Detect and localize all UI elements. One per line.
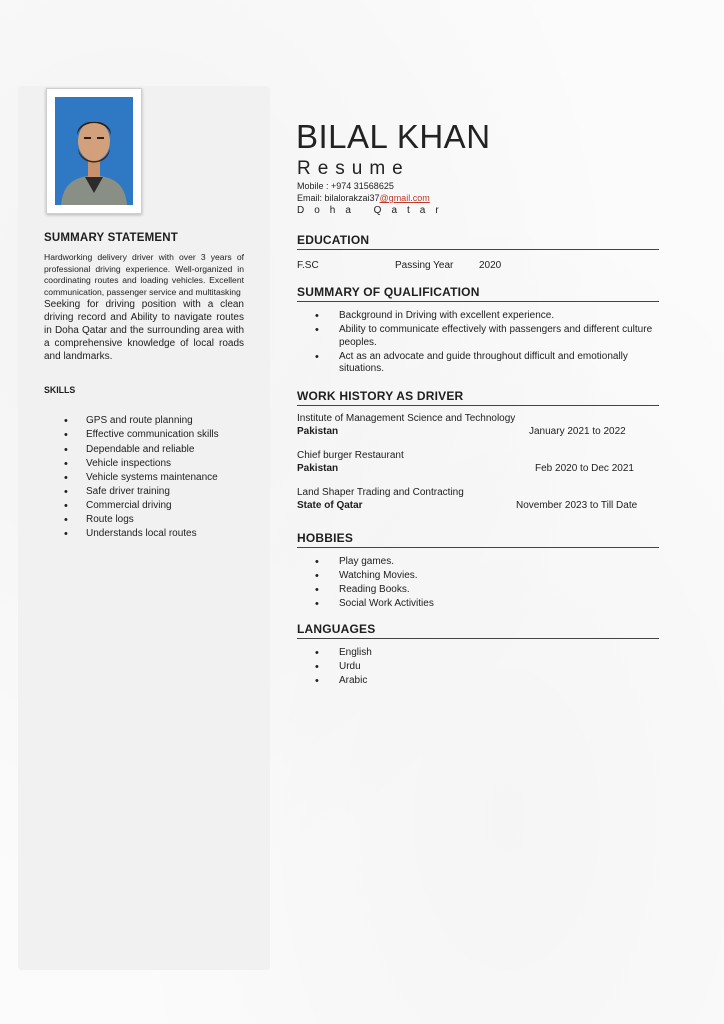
- skill-item: • Vehicle systems maintenance: [64, 472, 244, 485]
- job-location: Pakistan: [297, 426, 339, 437]
- hobby-item: • Social Work Activities: [315, 598, 659, 611]
- left-column: [44, 232, 244, 542]
- education-row: [297, 260, 659, 274]
- work-history-section: [297, 389, 659, 513]
- education-section: [297, 233, 659, 274]
- mobile-number: Mobile : +974 31568625: [297, 181, 394, 191]
- job-employer: Land Shaper Trading and Contracting: [297, 487, 464, 498]
- summary-paragraph-1: Hardworking delivery driver with over 3 years of professional driving experience. Well-organized in coordinating routes and loading vehicles. Excellent communication, passenger service and multitasking: [44, 252, 244, 297]
- hobby-item: • Play games.: [315, 556, 659, 569]
- languages-heading: LANGUAGES: [297, 622, 659, 639]
- skill-item: • Safe driver training: [64, 486, 244, 499]
- qualification-item: • Act as an advocate and guide throughout difficult and emotionally situations.: [315, 351, 659, 376]
- education-heading: EDUCATION: [297, 233, 659, 250]
- skill-item: • Effective communication skills: [64, 429, 244, 442]
- qualification-list: [315, 310, 659, 376]
- job-entry: [297, 450, 659, 476]
- skill-item: • GPS and route planning: [64, 415, 244, 428]
- email-address: [297, 192, 430, 204]
- qualification-item: • Ability to communicate effectively with passengers and different culture peoples.: [315, 324, 659, 349]
- summary-paragraph-2: Seeking for driving position with a clean driving record and Ability to navigate routes in Doha Qatar and the surrounding area with a comprehensive knowledge of local roads and landmarks.: [44, 299, 244, 363]
- qualification-heading: SUMMARY OF QUALIFICATION: [297, 285, 659, 302]
- work-history-heading: WORK HISTORY AS DRIVER: [297, 389, 659, 406]
- languages-section: [297, 622, 659, 689]
- hobbies-list: [315, 556, 659, 611]
- skill-item: • Vehicle inspections: [64, 458, 244, 471]
- passing-year: 2020: [479, 260, 502, 271]
- job-dates: January 2021 to 2022: [529, 426, 626, 437]
- profile-photo-frame: [46, 88, 142, 214]
- resume-subtitle: Resume: [297, 158, 410, 179]
- contact-block: [297, 180, 430, 204]
- candidate-name: BILAL KHAN: [296, 118, 491, 155]
- skill-item: • Understands local routes: [64, 528, 244, 541]
- education-degree: F.SC: [297, 260, 319, 271]
- qualification-item: • Background in Driving with excellent experience.: [315, 310, 659, 323]
- hobbies-section: [297, 531, 659, 612]
- languages-list: [315, 647, 659, 688]
- qualification-section: [297, 285, 659, 377]
- summary-heading: SUMMARY STATEMENT: [44, 232, 178, 244]
- skills-heading: SKILLS: [44, 385, 76, 396]
- skills-list: [64, 415, 244, 540]
- skill-item: • Dependable and reliable: [64, 444, 244, 457]
- passing-year-label: Passing Year: [395, 260, 454, 271]
- job-entry: [297, 413, 659, 439]
- job-employer: Chief burger Restaurant: [297, 450, 404, 461]
- job-employer: Institute of Management Science and Technology: [297, 413, 516, 424]
- skill-item: • Commercial driving: [64, 500, 244, 513]
- profile-photo: [55, 97, 133, 205]
- hobby-item: • Reading Books.: [315, 584, 659, 597]
- language-item: • Arabic: [315, 675, 659, 688]
- email-prefix: Email: bilalorakzai37: [297, 193, 380, 203]
- job-entry: [297, 487, 659, 513]
- email-domain-link[interactable]: @gmail.com: [379, 193, 430, 203]
- language-item: • English: [315, 647, 659, 660]
- hobbies-heading: HOBBIES: [297, 531, 659, 548]
- job-dates: November 2023 to Till Date: [516, 500, 638, 511]
- job-location: Pakistan: [297, 463, 339, 474]
- language-item: • Urdu: [315, 661, 659, 674]
- skill-item: • Route logs: [64, 514, 244, 527]
- job-location: State of Qatar: [297, 500, 363, 511]
- job-dates: Feb 2020 to Dec 2021: [535, 463, 634, 474]
- location: Doha Qatar: [297, 205, 449, 216]
- hobby-item: • Watching Movies.: [315, 570, 659, 583]
